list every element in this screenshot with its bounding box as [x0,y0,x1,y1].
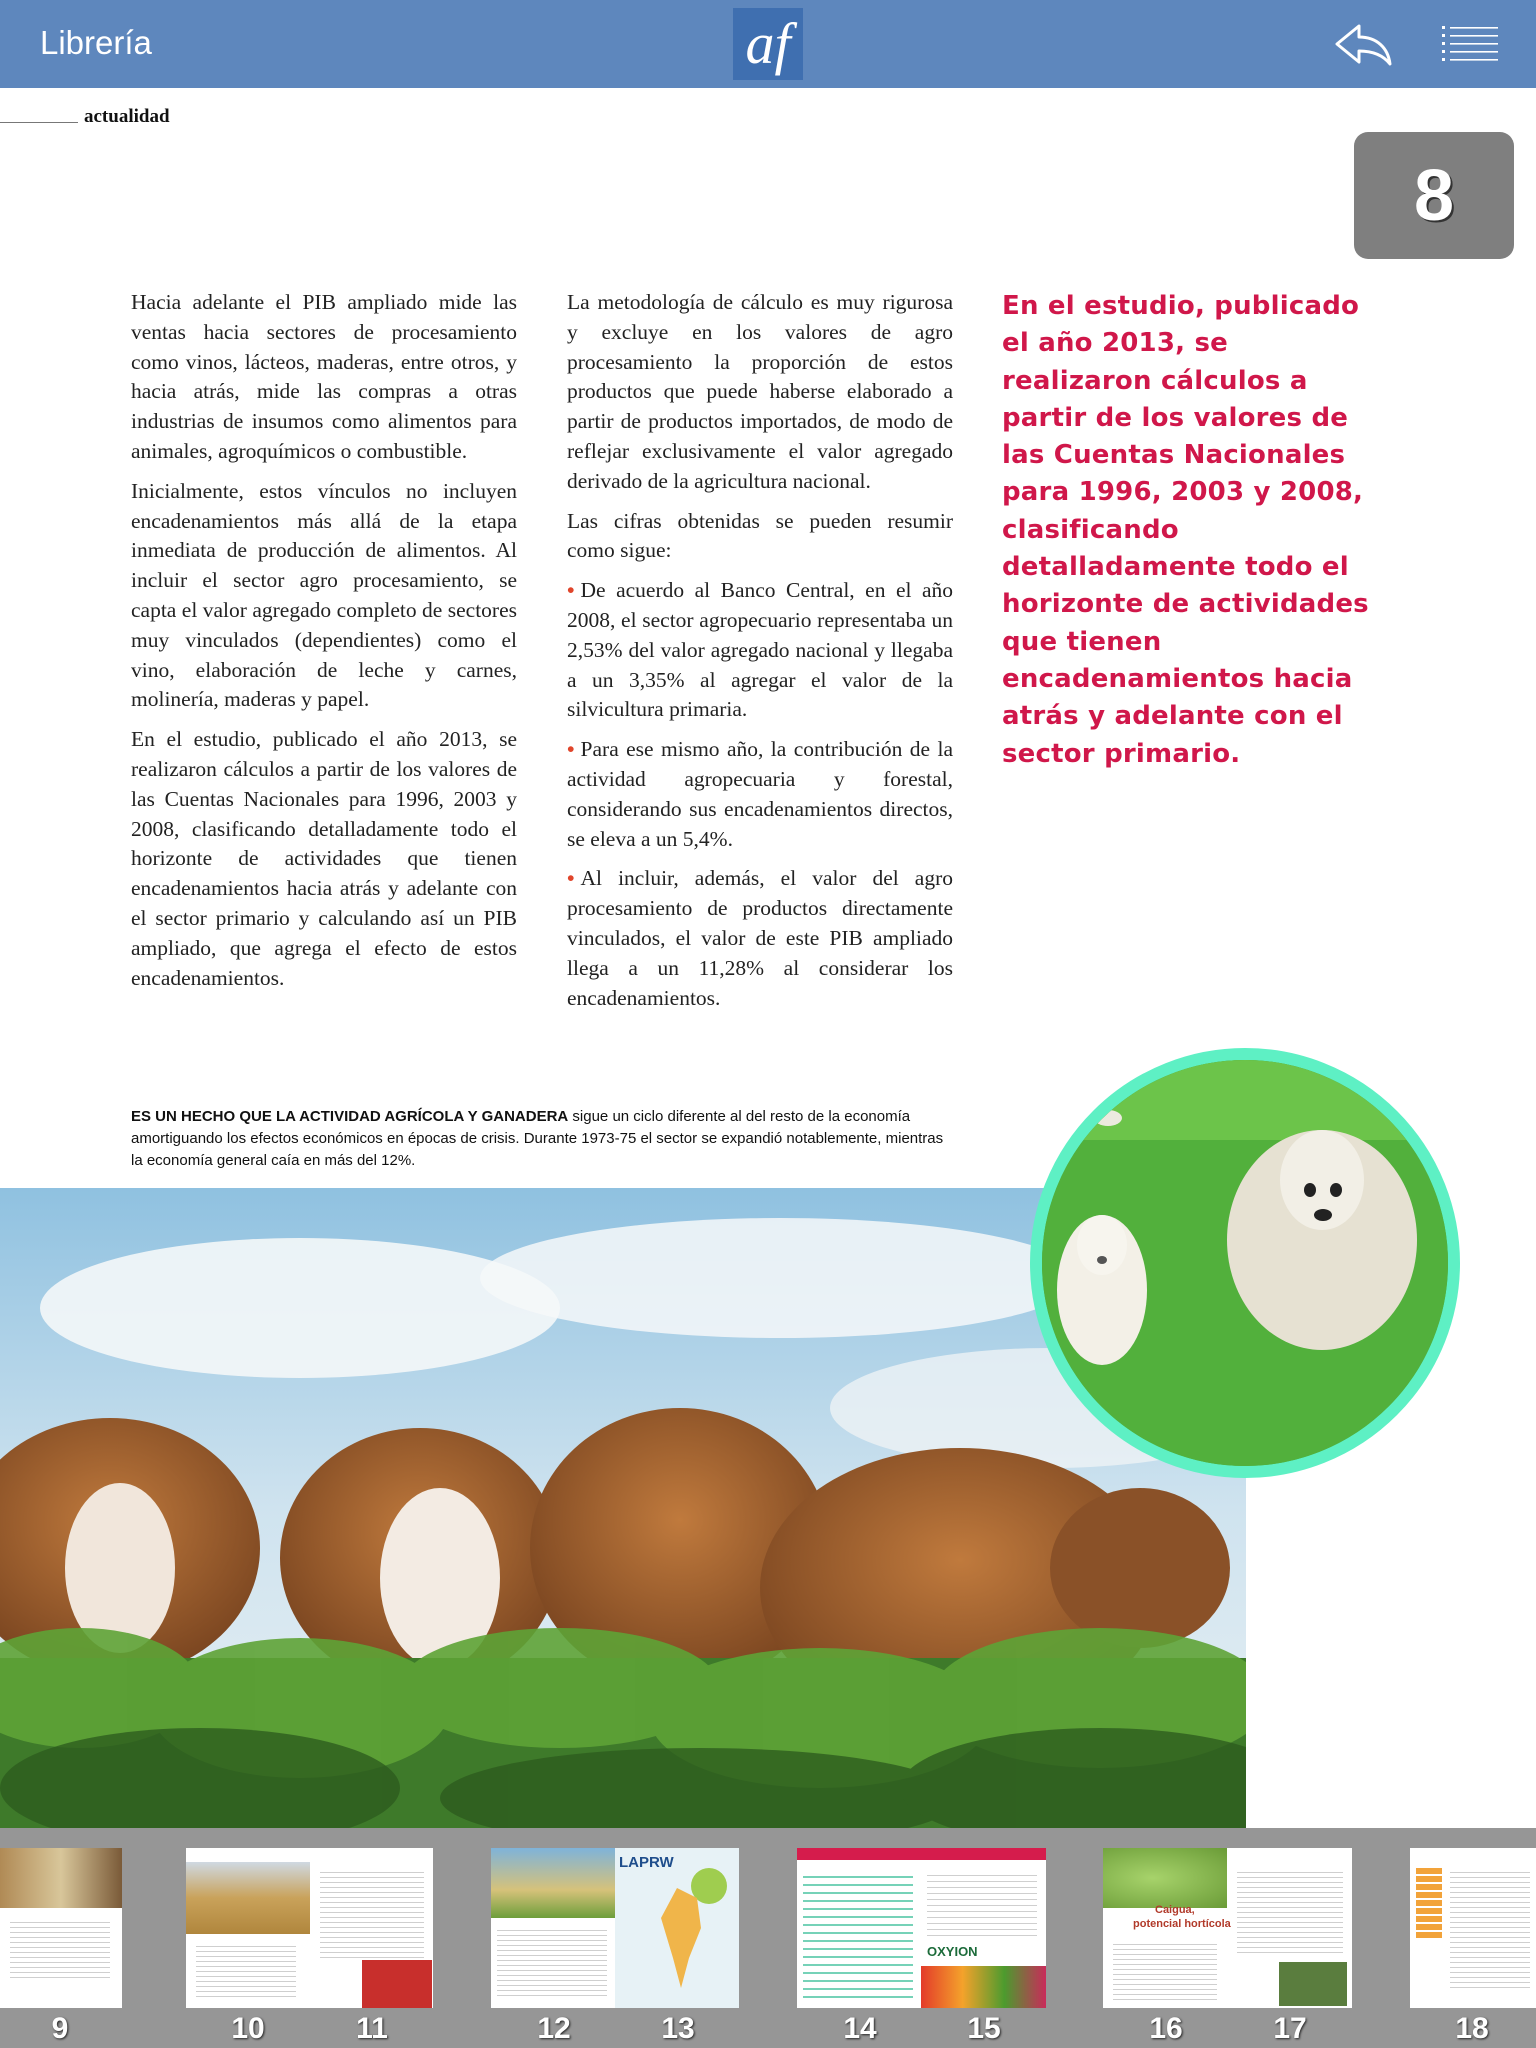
thumb-text-laprw: LAPRW [619,1854,674,1871]
paragraph: Inicialmente, estos vínculos no incluyen encadenamientos más allá de la etapa inmediata de producción de alimentos. Al incluir el sector agro procesamiento, se capta el valor agregado completo de sectores muy vinculados (dependientes) como el vino, elaboración de leche y carnes, molinería, maderas y papel. [131,478,517,712]
section-divider [0,122,78,123]
paragraph: Hacia adelante el PIB ampliado mide las ventas hacia sectores de procesamiento como vinos, lácteos, maderas, entre otros, y hacia atrás, mide las compras a otras industrias de insumos como alimentos para animales, agroquímicos o combustible. [131,290,517,463]
page-number-label: 14 [843,2012,877,2045]
page-thumbnail-16-17[interactable] [1103,1848,1352,2008]
thumb-text-potencial: potencial hortícola [1133,1918,1231,1930]
photo-caption: ES UN HECHO QUE LA ACTIVIDAD AGRÍCOLA Y GANADERA sigue un ciclo diferente al del resto de la economía amortiguando los efectos económicos en épocas de crisis. Durante 1973-75 el sector se expandió notablemente, mientras la economía general caía en más del 12%. [131,1108,944,1169]
page-number-badge: 8 [1354,132,1514,259]
page-number-label: 16 [1149,2012,1183,2045]
bullet-dot-icon: • [567,737,575,762]
page-thumbnail-10-11[interactable] [186,1848,433,2008]
paragraph: La metodología de cálculo es muy rigurosa y excluye en los valores de agro procesamiento la proporción de estos productos que puede haberse elaborado a partir de productos importados, de modo de reflejar exclusivamente el valor agregado derivado de la agricultura nacional. [567,290,953,493]
top-bar [0,0,1536,88]
bullet-item: • Al incluir, además, el valor del agro procesamiento de productos directamente vinculados, el valor de este PIB ampliado llega a un 11,28% al considerar los encadenamientos. [567,866,953,1010]
section-label: actualidad [84,106,170,127]
article-column-2 [567,288,953,1023]
page-number-label: 9 [51,2012,69,2045]
page-number-label: 17 [1273,2012,1307,2045]
bullet-dot-icon: • [567,866,575,891]
thumb-text-oxyion: OXYION [927,1944,978,1959]
list-menu-icon[interactable] [1442,24,1498,64]
page-number-label: 10 [231,2012,265,2045]
bullet-item: • De acuerdo al Banco Central, en el año 2008, el sector agropecuario representaba un 2,53% del valor agregado nacional y llegaba a un 3,35% al agregar el valor de la silvicultura primaria. [567,578,953,722]
article-column-1 [131,288,517,1003]
page-thumbnail-18[interactable] [1410,1848,1536,2008]
page-thumbnail-9[interactable] [0,1848,122,2008]
pull-quote: En el estudio, publicado el año 2013, se realizaron cálculos a partir de los valores de las Cuentas Nacionales para 1996, 2003 y 2008, clasificando detalladamente todo el horizonte de actividades que tienen encadenamientos hacia atrás y adelante con el sector primario. [1002,291,1369,769]
page-number-label: 11 [356,2012,388,2045]
bullet-dot-icon: • [567,578,575,603]
page-thumbnail-12-13[interactable] [491,1848,739,2008]
page-number-label: 13 [661,2012,695,2045]
reply-arrow-icon[interactable] [1333,20,1393,68]
app-logo: af [733,8,803,80]
bullet-item: • Para ese mismo año, la contribución de la actividad agropecuaria y forestal, considerando sus encadenamientos directos, se eleva a un 5,4%. [567,737,953,851]
paragraph: Las cifras obtenidas se pueden resumir como sigue: [567,508,953,563]
page-number-label: 12 [537,2012,571,2045]
paragraph: En el estudio, publicado el año 2013, se realizaron cálculos a partir de los valores de las Cuentas Nacionales para 1996, 2003 y 2008, clasificando detalladamente todo el horizonte de actividades que tienen encadenamientos hacia atrás y adelante con el sector primario y calculando así un PIB ampliado, que agrega el efecto de estos encadenamientos. [131,727,517,990]
library-button[interactable]: Librería [40,24,152,61]
page-thumbnail-14-15[interactable] [797,1848,1046,2008]
sheep-photo [1030,1048,1460,1478]
page-number-label: 15 [967,2012,1001,2045]
thumb-text-caigua: Caigua, [1155,1904,1195,1916]
page-number-label: 18 [1455,2012,1489,2045]
